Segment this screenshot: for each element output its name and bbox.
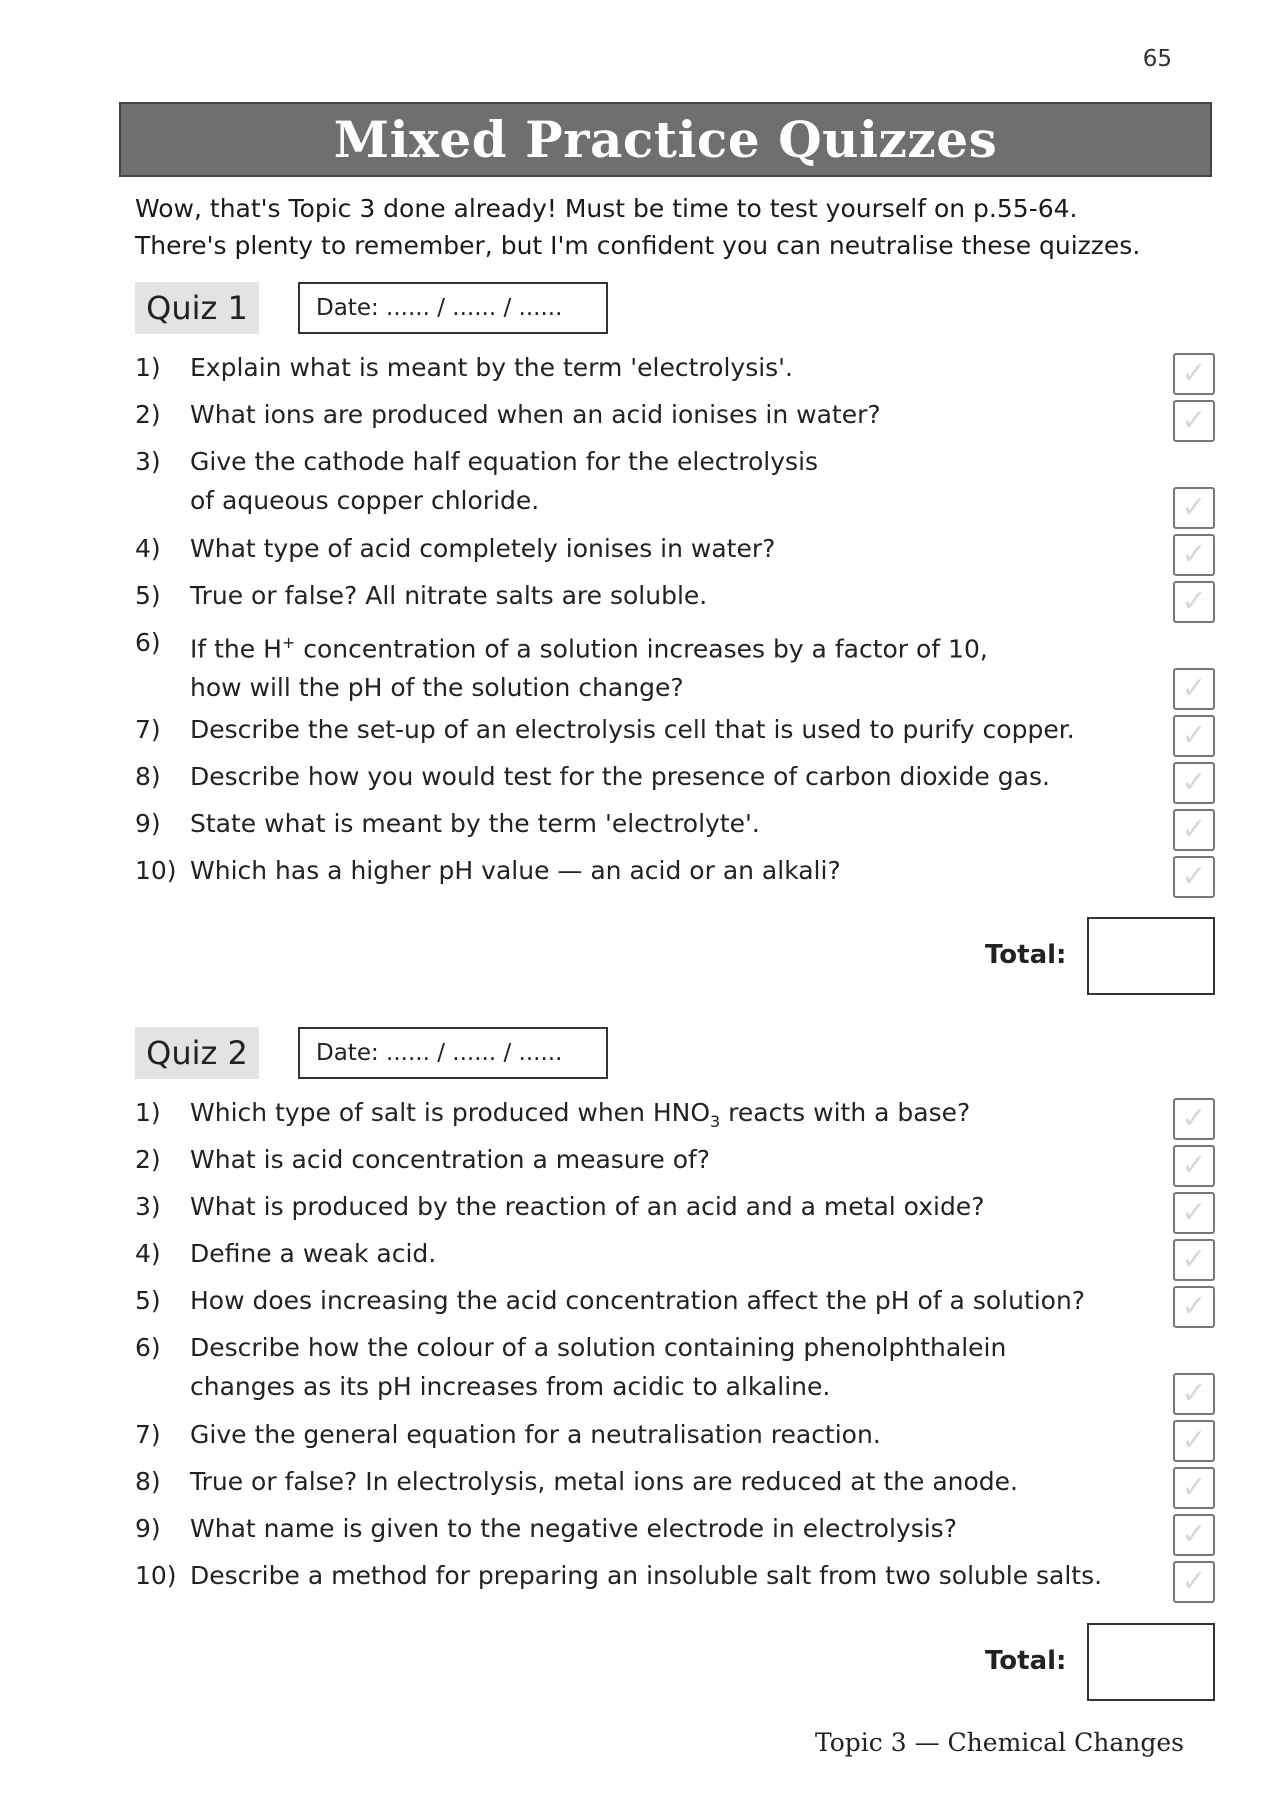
question-number: 3) <box>135 447 161 476</box>
question-text-line-1: Give the cathode half equation for the electrolysis <box>190 447 819 476</box>
checkbox-tick-icon[interactable]: ✓ <box>1173 400 1215 442</box>
question-number: 6) <box>135 628 161 657</box>
question-text-part-a: Which type of salt is produced when HNO <box>190 1098 711 1127</box>
question-text: Describe how you would test for the presence of carbon dioxide gas. <box>190 762 1050 791</box>
checkbox-tick-icon[interactable]: ✓ <box>1173 581 1215 623</box>
quiz-1-question-3 <box>135 442 1215 529</box>
quiz-1-total-label: Total: <box>985 940 1067 970</box>
checkbox-tick-icon[interactable]: ✓ <box>1173 1561 1215 1603</box>
question-text: What ions are produced when an acid ionises in water? <box>190 400 881 429</box>
question-number: 5) <box>135 1286 161 1315</box>
checkbox-tick-icon[interactable]: ✓ <box>1173 1420 1215 1462</box>
quiz-2-date-field[interactable]: Date: ...... / ...... / ...... <box>298 1027 608 1079</box>
quiz-1-question-4 <box>135 529 1215 576</box>
checkbox-tick-icon[interactable]: ✓ <box>1173 353 1215 395</box>
checkbox-tick-icon[interactable]: ✓ <box>1173 1467 1215 1509</box>
question-text: What is acid concentration a measure of? <box>190 1145 711 1174</box>
question-text: Describe the set-up of an electrolysis cell that is used to purify copper. <box>190 715 1075 744</box>
question-text: Give the general equation for a neutralisation reaction. <box>190 1420 881 1449</box>
quiz-2-question-8 <box>135 1462 1215 1509</box>
title-bar <box>119 102 1212 177</box>
checkbox-tick-icon[interactable]: ✓ <box>1173 1239 1215 1281</box>
quiz-1-question-7 <box>135 710 1215 757</box>
question-text: True or false? All nitrate salts are soluble. <box>190 581 708 610</box>
question-number: 9) <box>135 1514 161 1543</box>
quiz-1-question-9 <box>135 804 1215 851</box>
intro-text <box>135 190 1140 264</box>
checkbox-tick-icon[interactable]: ✓ <box>1173 1514 1215 1556</box>
question-number: 6) <box>135 1333 161 1362</box>
quiz-2-total-label: Total: <box>985 1646 1067 1676</box>
checkbox-tick-icon[interactable]: ✓ <box>1173 1286 1215 1328</box>
checkbox-tick-icon[interactable]: ✓ <box>1173 715 1215 757</box>
quiz-2-question-2 <box>135 1140 1215 1187</box>
page-number: 65 <box>1142 46 1172 72</box>
checkbox-tick-icon[interactable]: ✓ <box>1173 856 1215 898</box>
question-text-line-2: changes as its pH increases from acidic to alkaline. <box>190 1372 831 1401</box>
quiz-1-question-8 <box>135 757 1215 804</box>
question-text <box>190 1328 1215 1406</box>
question-text-part-a: If the H <box>190 634 282 664</box>
checkbox-tick-icon[interactable]: ✓ <box>1173 1373 1215 1415</box>
question-number: 3) <box>135 1192 161 1221</box>
quiz-2-question-1 <box>135 1093 1215 1140</box>
question-text: What is produced by the reaction of an acid and a metal oxide? <box>190 1192 985 1221</box>
checkbox-tick-icon[interactable]: ✓ <box>1173 534 1215 576</box>
checkbox-tick-icon[interactable]: ✓ <box>1173 809 1215 851</box>
quiz-2-question-10 <box>135 1556 1215 1603</box>
question-number: 1) <box>135 1098 161 1127</box>
quiz-1-question-6 <box>135 623 1215 710</box>
question-text: True or false? In electrolysis, metal ions are reduced at the anode. <box>190 1467 1018 1496</box>
question-text: State what is meant by the term 'electrolyte'. <box>190 809 760 838</box>
quiz-1-total-box[interactable] <box>1087 917 1215 995</box>
quiz-1-question-1 <box>135 348 1215 395</box>
quiz-2-question-5 <box>135 1281 1215 1328</box>
question-text: Describe a method for preparing an insoluble salt from two soluble salts. <box>190 1561 1103 1590</box>
checkbox-tick-icon[interactable]: ✓ <box>1173 1098 1215 1140</box>
question-number: 7) <box>135 715 161 744</box>
quiz-1-questions <box>135 348 1215 898</box>
question-number: 1) <box>135 353 161 382</box>
quiz-2-question-4 <box>135 1234 1215 1281</box>
superscript-charge: + <box>281 633 296 652</box>
checkbox-tick-icon[interactable]: ✓ <box>1173 487 1215 529</box>
question-text: What name is given to the negative electrode in electrolysis? <box>190 1514 957 1543</box>
checkbox-tick-icon[interactable]: ✓ <box>1173 1145 1215 1187</box>
quiz-1-label: Quiz 1 <box>135 282 259 334</box>
question-number: 4) <box>135 534 161 563</box>
quiz-2-question-7 <box>135 1415 1215 1462</box>
question-text: Which has a higher pH value — an acid or an alkali? <box>190 856 841 885</box>
question-number: 4) <box>135 1239 161 1268</box>
quiz-1-question-10 <box>135 851 1215 898</box>
quiz-2-questions <box>135 1093 1215 1603</box>
question-number: 2) <box>135 1145 161 1174</box>
question-number: 9) <box>135 809 161 838</box>
question-number: 7) <box>135 1420 161 1449</box>
checkbox-tick-icon[interactable]: ✓ <box>1173 762 1215 804</box>
page-title: Mixed Practice Quizzes <box>333 110 998 169</box>
question-text-part-b: reacts with a base? <box>720 1098 971 1127</box>
subscript-3: 3 <box>710 1112 721 1131</box>
question-text <box>190 623 1215 707</box>
quiz-1-date-field[interactable]: Date: ...... / ...... / ...... <box>298 282 608 334</box>
quiz-2-question-9 <box>135 1509 1215 1556</box>
question-text <box>190 1093 1215 1141</box>
quiz-1-question-5 <box>135 576 1215 623</box>
quiz-2-question-3 <box>135 1187 1215 1234</box>
question-number: 10) <box>135 1561 177 1590</box>
question-number: 8) <box>135 1467 161 1496</box>
question-number: 5) <box>135 581 161 610</box>
quiz-2-label: Quiz 2 <box>135 1027 259 1079</box>
intro-line-1: Wow, that's Topic 3 done already! Must be time to test yourself on p.55-64. <box>135 194 1078 223</box>
checkbox-tick-icon[interactable]: ✓ <box>1173 1192 1215 1234</box>
quiz-2-total-box[interactable] <box>1087 1623 1215 1701</box>
question-text: How does increasing the acid concentration affect the pH of a solution? <box>190 1286 1086 1315</box>
footer-topic: Topic 3 — Chemical Changes <box>815 1728 1184 1757</box>
question-text-line-2: how will the pH of the solution change? <box>190 673 684 703</box>
question-text-line-1: Describe how the colour of a solution containing phenolphthalein <box>190 1333 1007 1362</box>
question-text-part-b: concentration of a solution increases by a factor of 10, <box>295 634 988 664</box>
question-text <box>190 442 1215 520</box>
quiz-2-question-6 <box>135 1328 1215 1415</box>
question-number: 2) <box>135 400 161 429</box>
quiz-1-question-2 <box>135 395 1215 442</box>
question-number: 10) <box>135 856 177 885</box>
question-text: Define a weak acid. <box>190 1239 437 1268</box>
question-text: Explain what is meant by the term 'electrolysis'. <box>190 353 794 382</box>
question-text: What type of acid completely ionises in water? <box>190 534 776 563</box>
checkbox-tick-icon[interactable]: ✓ <box>1173 668 1215 710</box>
question-text-line-2: of aqueous copper chloride. <box>190 486 540 515</box>
intro-line-2: There's plenty to remember, but I'm confident you can neutralise these quizzes. <box>135 231 1141 260</box>
question-number: 8) <box>135 762 161 791</box>
